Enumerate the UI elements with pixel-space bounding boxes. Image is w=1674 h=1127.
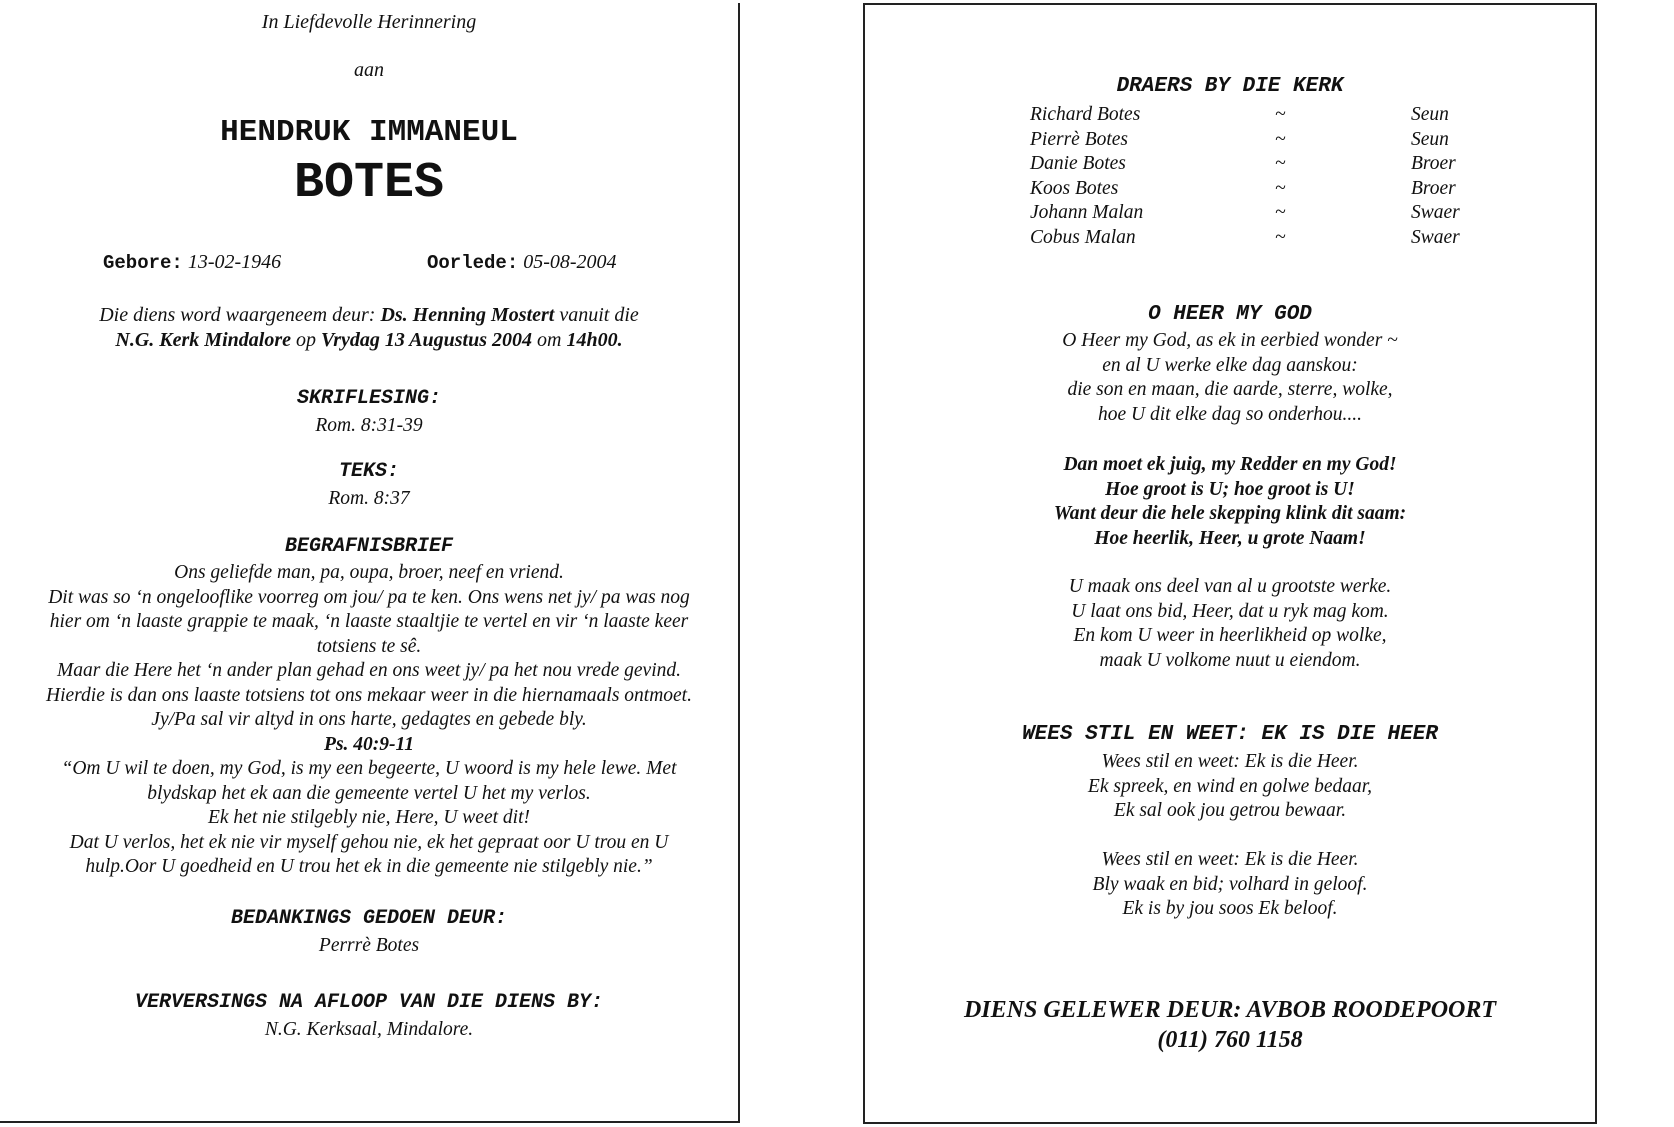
first-names: HENDRUK IMMANEUL <box>220 115 518 150</box>
psalm-ref: Ps. 40:9-11 <box>324 733 414 755</box>
hymn-line: Hoe groot is U; hoe groot is U! <box>1105 478 1355 500</box>
bearer-row <box>1030 103 1490 128</box>
hymn-line: Wees stil en weet: Ek is die Heer. <box>1101 849 1359 870</box>
thanks-heading: BEDANKINGS GEDOEN DEUR: <box>230 907 508 930</box>
hymn-line: Bly waak en bid; volhard in geloof. <box>1092 873 1368 895</box>
letter-heading: BEGRAFNISBRIEF <box>284 535 454 558</box>
hymn-line: Hoe heerlik, Heer, u grote Naam! <box>1094 527 1366 549</box>
hymn-line: Ek sal ook jou getrou bewaar. <box>1113 800 1347 821</box>
died-label: Oorlede: <box>427 252 519 274</box>
thanks-by: Perrrè Botes <box>318 935 420 956</box>
service-text-1: Die diens word waargeneem deur: <box>99 304 381 326</box>
hymn-line: Ek spreek, en wind en golwe bedaar, <box>1087 775 1373 797</box>
hymn-line: hoe U dit elke dag so onderhou.... <box>1098 403 1362 425</box>
bearer-tilde: ~ <box>1275 104 1286 125</box>
bearer-tilde: ~ <box>1275 128 1286 150</box>
hymn-line: O Heer my God, as ek in eerbied wonder ~ <box>1062 330 1398 351</box>
hymn1-heading: O HEER MY GOD <box>1148 303 1312 326</box>
letter-body <box>0 561 738 880</box>
bearer-row <box>1030 177 1490 202</box>
church-name: N.G. Kerk Mindalore <box>115 328 291 351</box>
bearer-name: Johann Malan <box>1030 202 1144 223</box>
bearers-list <box>1030 103 1490 250</box>
psalm-line: “Om U wil te doen, my God, is my een begeerte, U woord is my hele lewe. Met <box>61 758 677 779</box>
bearer-tilde: ~ <box>1275 177 1286 199</box>
bearer-name: Cobus Malan <box>1030 226 1136 248</box>
bearer-name: Danie Botes <box>1030 153 1126 174</box>
letter-line: Hierdie is dan ons laaste totsiens tot ons mekaar weer in die hiernamaals ontmoet. <box>46 684 692 706</box>
bearer-row <box>1030 152 1490 177</box>
born-line <box>103 251 281 274</box>
text-ref: Rom. 8:37 <box>328 488 410 509</box>
hymn-line: U maak ons deel van al u grootste werke. <box>1068 576 1392 597</box>
bearer-relation: Seun <box>1411 128 1449 150</box>
psalm-line: hulp.Oor U goedheid en U trou het ek in die gemeente nie stilgebly nie.” <box>85 856 653 877</box>
provider-phone: (011) 760 1158 <box>1157 1027 1303 1053</box>
hymn1-chorus <box>865 453 1595 551</box>
service-text-4: om <box>532 328 567 351</box>
psalm-line: blydskap het ek aan die gemeente vertel U het my verlos. <box>147 782 591 804</box>
letter-line: Dit was so ‘n ongelooflike voorreg om jou/ pa te ken. Ons wens net jy/ pa was nog <box>48 586 690 608</box>
bearer-name: Koos Botes <box>1030 177 1119 199</box>
service-time: 14h00. <box>566 328 623 351</box>
hymn1-verse2 <box>865 575 1595 673</box>
died-line <box>427 251 617 274</box>
bearer-relation: Swaer <box>1411 202 1460 223</box>
bearer-relation: Broer <box>1411 153 1456 174</box>
letter-line: Ons geliefde man, pa, oupa, broer, neef en vriend. <box>174 562 564 583</box>
service-text-3: op <box>291 328 321 351</box>
bearer-tilde: ~ <box>1275 153 1286 174</box>
bearer-tilde: ~ <box>1275 202 1286 223</box>
hymn-line: Wees stil en weet: Ek is die Heer. <box>1101 751 1359 772</box>
born-label: Gebore: <box>103 252 183 274</box>
psalm-line: Ek het nie stilgebly nie, Here, U weet dit! <box>207 807 530 828</box>
bearer-relation: Broer <box>1411 177 1456 199</box>
minister-name: Ds. Henning Mostert <box>380 304 555 326</box>
service-text-2: vanuit die <box>554 304 639 326</box>
bearer-name: Richard Botes <box>1030 104 1141 125</box>
bearers-heading: DRAERS BY DIE KERK <box>1116 75 1344 98</box>
right-page <box>863 3 1597 1124</box>
hymn2-heading: WEES STIL EN WEET: EK IS DIE HEER <box>1022 723 1438 746</box>
text-heading: TEKS: <box>338 460 399 483</box>
intro-line: In Liefdevolle Herinnering <box>261 11 477 33</box>
hymn2-verse1 <box>865 750 1595 824</box>
surname: BOTES <box>293 155 445 212</box>
letter-line: Maar die Here het ‘n ander plan gehad en ons weet jy/ pa het nou vrede gevind. <box>56 660 682 681</box>
aan-line: aan <box>354 59 384 81</box>
bearer-row <box>1030 201 1490 226</box>
born-date: 13-02-1946 <box>187 251 282 273</box>
reading-heading: SKRIFLESING: <box>296 387 442 410</box>
letter-line: Jy/Pa sal vir altyd in ons harte, gedagtes en gebede bly. <box>151 709 587 730</box>
hymn-line: Ek is by jou soos Ek beloof. <box>1122 898 1338 919</box>
hymn-line: en al U werke elke dag aanskou: <box>1102 354 1358 376</box>
hymn-line: U laat ons bid, Heer, dat u ryk mag kom. <box>1071 600 1389 622</box>
hymn-line: Dan moet ek juig, my Redder en my God! <box>1063 454 1397 475</box>
bearer-relation: Swaer <box>1411 226 1460 248</box>
psalm-line: Dat U verlos, het ek nie vir myself gehou nie, ek het gepraat oor U trou en U <box>69 831 669 853</box>
hymn1-verse1 <box>865 329 1595 427</box>
refresh-heading: VERVERSINGS NA AFLOOP VAN DIE DIENS BY: <box>134 991 604 1014</box>
bearer-name: Pierrè Botes <box>1030 128 1129 150</box>
bearer-row <box>1030 226 1490 251</box>
died-date: 05-08-2004 <box>523 251 617 273</box>
reading-ref: Rom. 8:31-39 <box>315 415 423 436</box>
hymn2-verse2 <box>865 848 1595 922</box>
bearer-relation: Seun <box>1411 104 1449 125</box>
hymn-line: En kom U weer in heerlikheid op wolke, <box>1073 625 1387 646</box>
service-details <box>0 303 738 352</box>
hymn-line: die son en maan, die aarde, sterre, wolke, <box>1067 379 1393 400</box>
left-page <box>0 3 740 1123</box>
bearer-row <box>1030 128 1490 153</box>
hymn-line: maak U volkome nuut u eiendom. <box>1099 649 1361 671</box>
service-date: Vrydag 13 Augustus 2004 <box>321 328 532 351</box>
letter-line: hier om ‘n laaste grappie te maak, ‘n laaste staaltjie te vertel en vir ‘n laaste keer <box>49 611 689 632</box>
bearer-tilde: ~ <box>1275 226 1286 248</box>
hymn-line: Want deur die hele skepping klink dit saam: <box>1053 503 1407 524</box>
refresh-place: N.G. Kerksaal, Mindalore. <box>264 1019 474 1040</box>
letter-line: totsiens te sê. <box>316 635 422 657</box>
service-provider: DIENS GELEWER DEUR: AVBOB ROODEPOORT <box>963 997 1497 1023</box>
